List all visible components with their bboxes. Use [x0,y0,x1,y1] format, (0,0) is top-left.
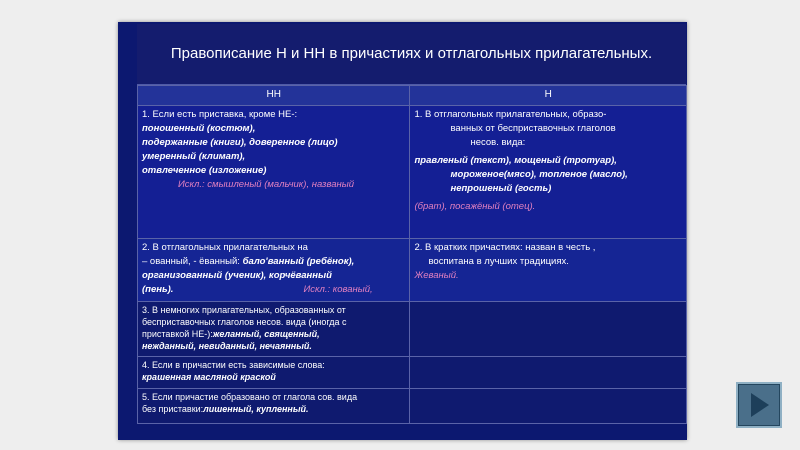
example-text: бало'ванный (ребёнок), [242,256,355,267]
exception-text: (брат), посажёный (отец). [414,201,536,212]
rule-2-n-cell [410,239,687,302]
rule-1-nn-cell [138,106,410,239]
rule-3-n-cell-empty [410,302,687,357]
rule-heading: 5. Если причастие образовано от глагола сов. вида [142,392,358,402]
exception-text: Жеваный. [414,270,459,281]
slide-title [137,24,686,85]
table-row [138,302,687,357]
rule-text: бесприставочных глаголов несов. вида (иногда с [142,317,347,327]
table-row [138,389,687,424]
rule-heading: 2. В кратких причастиях: назван в честь , [414,242,596,253]
rule-heading-cont: ванных от бесприставочных глаголов [450,123,616,134]
example-line: нежданный, невиданный, нечаянный. [142,341,312,351]
example-line: непрошеный (гость) [450,183,552,194]
rule-heading: 1. В отглагольных прилагательных, образо- [414,109,607,120]
header-nn: НН [138,86,410,106]
example-line: крашенная масляной краской [142,372,276,382]
rule-4-nn-cell [138,357,410,389]
example-line: правленый (текст), мощеный (тротуар), [414,155,617,166]
example-line: умеренный (климат), [142,151,246,162]
example-line [142,403,405,415]
example-line: подержанные (книги), доверенное (лицо) [142,137,338,148]
rule-heading: 4. Если в причастии есть зависимые слова: [142,360,325,370]
example-line: отвлеченное (изложение) [142,165,267,176]
example-line [142,255,405,269]
example-line [142,283,405,297]
example-text: лишенный, купленный. [203,404,309,414]
example-text: желанный, священный, [212,329,320,339]
table-row [138,239,687,302]
example-line: воспитана в лучших традициях. [428,256,569,267]
rule-2-nn-cell [138,239,410,302]
header-n: Н [410,86,687,106]
next-slide-button[interactable] [736,382,782,428]
example-line: мороженое(мясо), топленое (масло), [450,169,628,180]
rule-text-plain: приставкой НЕ-): [142,329,213,339]
rule-5-n-cell-empty [410,389,687,424]
slide-title-text: Правописание Н и НН в причастиях и отглагольных прилагательных. [170,45,653,62]
rule-text-plain: без приставки: [142,404,204,414]
example-line: поношенный (костюм), [142,123,256,134]
example-line: организованный (ученик), корчёванный [142,270,332,281]
rule-heading: 1. Если есть приставка, кроме НЕ-: [142,109,298,120]
rule-4-n-cell-empty [410,357,687,389]
rule-heading: 2. В отглагольных прилагательных на [142,242,308,253]
rule-heading-cont: несов. вида: [470,137,526,148]
table-row [138,106,687,239]
suffix-text: – ованный, - ёванный: [142,256,243,267]
exception-text: Искл.: смышленый (мальчик), названый [178,179,354,190]
rules-table [137,85,687,424]
example-text: (пень). [142,284,174,295]
rule-5-nn-cell [138,389,410,424]
table-row [138,357,687,389]
rule-text [142,328,405,340]
rule-1-n-cell [410,106,687,239]
exception-text: Искл.: кованый, [303,284,373,295]
play-arrow-icon [751,393,769,417]
rule-3-nn-cell [138,302,410,357]
rule-heading: 3. В немногих прилагательных, образованных от [142,305,346,315]
